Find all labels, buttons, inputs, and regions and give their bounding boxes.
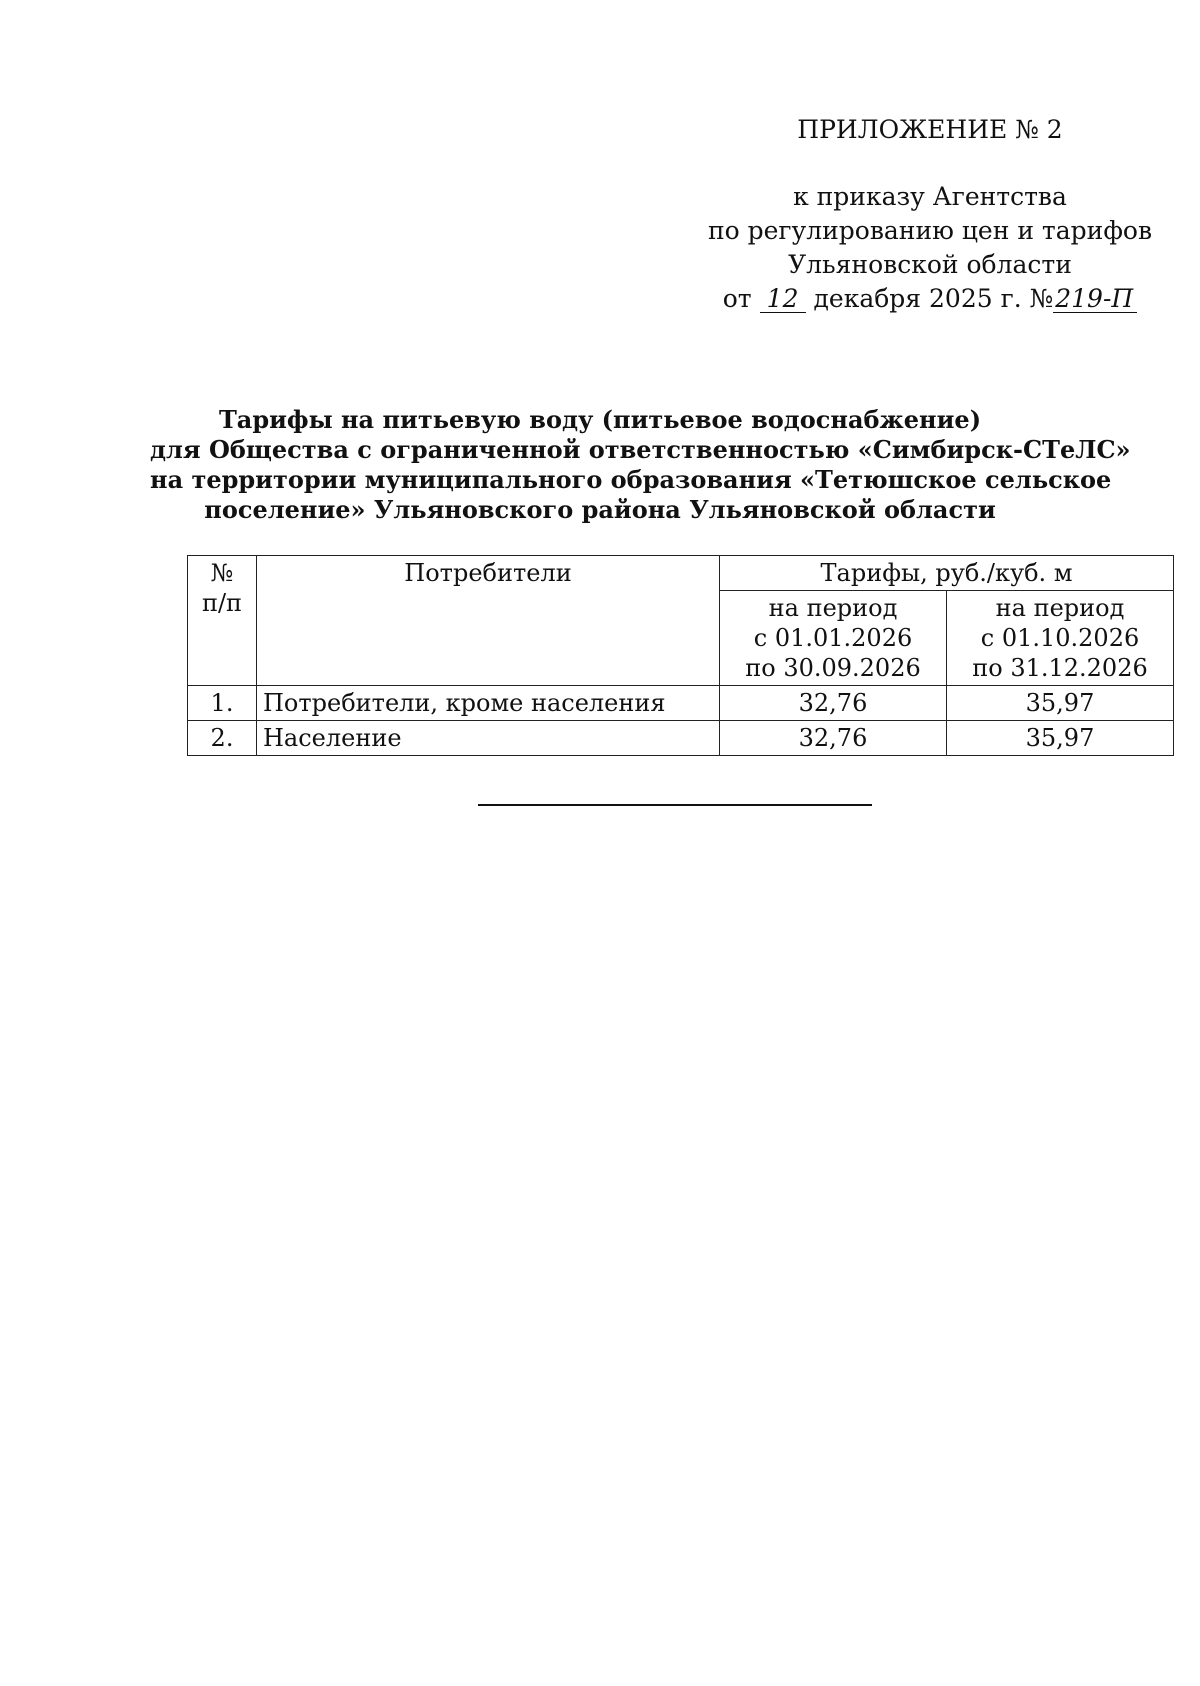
period-2-line-2: с 01.10.2026 bbox=[980, 624, 1140, 652]
title-line-1: Тарифы на питьевую воду (питьевое водоснабжение) bbox=[218, 405, 982, 434]
appendix-date-line bbox=[700, 282, 1160, 316]
row-tariff-period-1: 32,76 bbox=[720, 721, 947, 756]
end-divider-line bbox=[478, 804, 872, 806]
title-line-2: для Общества с ограниченной ответственностью «Симбирск-СТеЛС» bbox=[150, 435, 1131, 464]
header-num bbox=[188, 556, 257, 686]
date-prefix: от bbox=[722, 284, 752, 313]
row-consumer: Население bbox=[257, 721, 720, 756]
header-tariffs: Тарифы, руб./куб. м bbox=[720, 556, 1174, 591]
period-1-line-3: по 30.09.2026 bbox=[745, 654, 921, 682]
appendix-line-1: к приказу Агентства bbox=[793, 182, 1067, 211]
period-1-line-2: с 01.01.2026 bbox=[753, 624, 913, 652]
header-period-2 bbox=[947, 591, 1174, 686]
header-num-line-1: № bbox=[210, 559, 234, 587]
tariffs-table bbox=[187, 555, 1174, 756]
row-num: 1. bbox=[188, 686, 257, 721]
handwritten-day: 12 bbox=[760, 286, 806, 313]
header-row-1 bbox=[188, 556, 1174, 591]
header-period-1 bbox=[720, 591, 947, 686]
row-num: 2. bbox=[188, 721, 257, 756]
period-2-line-1: на период bbox=[995, 594, 1125, 622]
handwritten-order-number: 219-П bbox=[1053, 286, 1137, 313]
title-line-4: поселение» Ульяновского района Ульяновской области bbox=[204, 495, 996, 524]
period-1-line-1: на период bbox=[768, 594, 898, 622]
row-tariff-period-2: 35,97 bbox=[947, 686, 1174, 721]
period-2-line-3: по 31.12.2026 bbox=[972, 654, 1148, 682]
header-consumers: Потребители bbox=[257, 556, 720, 686]
document-title bbox=[150, 405, 1131, 525]
row-tariff-period-2: 35,97 bbox=[947, 721, 1174, 756]
table-row bbox=[188, 686, 1174, 721]
appendix-title: ПРИЛОЖЕНИЕ № 2 bbox=[797, 115, 1063, 144]
header-num-line-2: п/п bbox=[201, 589, 243, 617]
date-rest: декабря 2025 г. № bbox=[813, 284, 1054, 313]
appendix-line-2: по регулированию цен и тарифов bbox=[707, 216, 1153, 245]
row-tariff-period-1: 32,76 bbox=[720, 686, 947, 721]
table-row bbox=[188, 721, 1174, 756]
title-line-3: на территории муниципального образования «Тетюшское сельское bbox=[150, 465, 1112, 494]
appendix-reference bbox=[700, 180, 1160, 316]
appendix-line-3: Ульяновской области bbox=[788, 250, 1072, 279]
row-consumer: Потребители, кроме населения bbox=[257, 686, 720, 721]
